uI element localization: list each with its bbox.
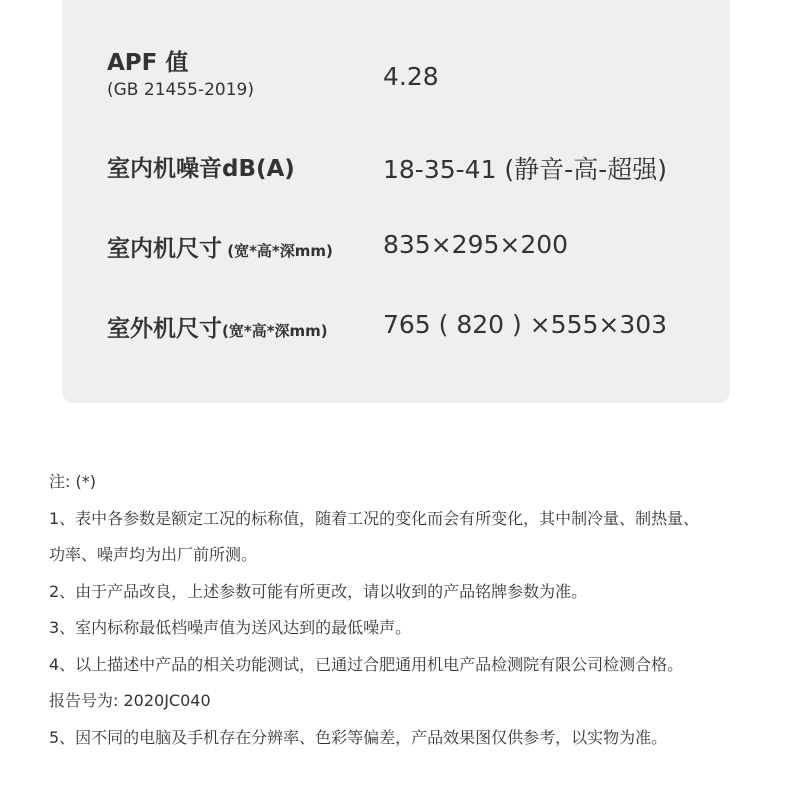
noise-value: 18-35-41 (静音-高-超强)	[383, 155, 667, 184]
indoor-size-unit: (宽*高*深mm)	[222, 242, 333, 260]
note-line: 功率、噪声均为出厂前所测。	[49, 545, 258, 564]
note-line: 报告号为: 2020JC040	[49, 691, 211, 710]
outdoor-size-label-text: 室外机尺寸	[107, 316, 222, 342]
noise-label: 室内机噪音dB(A)	[107, 156, 295, 182]
indoor-size-label-text: 室内机尺寸	[107, 236, 222, 262]
apf-standard: (GB 21455-2019)	[107, 80, 254, 100]
note-line: 3、室内标称最低档噪声值为送风达到的最低噪声。	[49, 618, 412, 637]
note-line: 4、以上描述中产品的相关功能测试，已通过合肥通用机电产品检测院有限公司检测合格。	[49, 654, 684, 674]
apf-label: APF 值	[107, 50, 189, 76]
outdoor-size-unit: (宽*高*深mm)	[222, 322, 328, 340]
notes-title: 注: (*)	[49, 472, 96, 491]
outdoor-size-value: 765 ( 820 ) ×555×303	[383, 310, 668, 339]
apf-value: 4.28	[383, 62, 439, 91]
outdoor-size-label	[107, 310, 328, 343]
note-line: 2、由于产品改良，上述参数可能有所更改，请以收到的产品铭牌参数为准。	[49, 581, 588, 601]
indoor-size-label	[107, 230, 333, 263]
note-line: 5、因不同的电脑及手机存在分辨率、色彩等偏差，产品效果图仅供参考，以实物为准。	[49, 727, 668, 747]
indoor-size-value: 835×295×200	[383, 230, 569, 259]
note-line: 1、表中各参数是额定工况的标称值，随着工况的变化而会有所变化，其中制冷量、制热量、	[49, 508, 700, 528]
notes-section	[49, 470, 769, 762]
